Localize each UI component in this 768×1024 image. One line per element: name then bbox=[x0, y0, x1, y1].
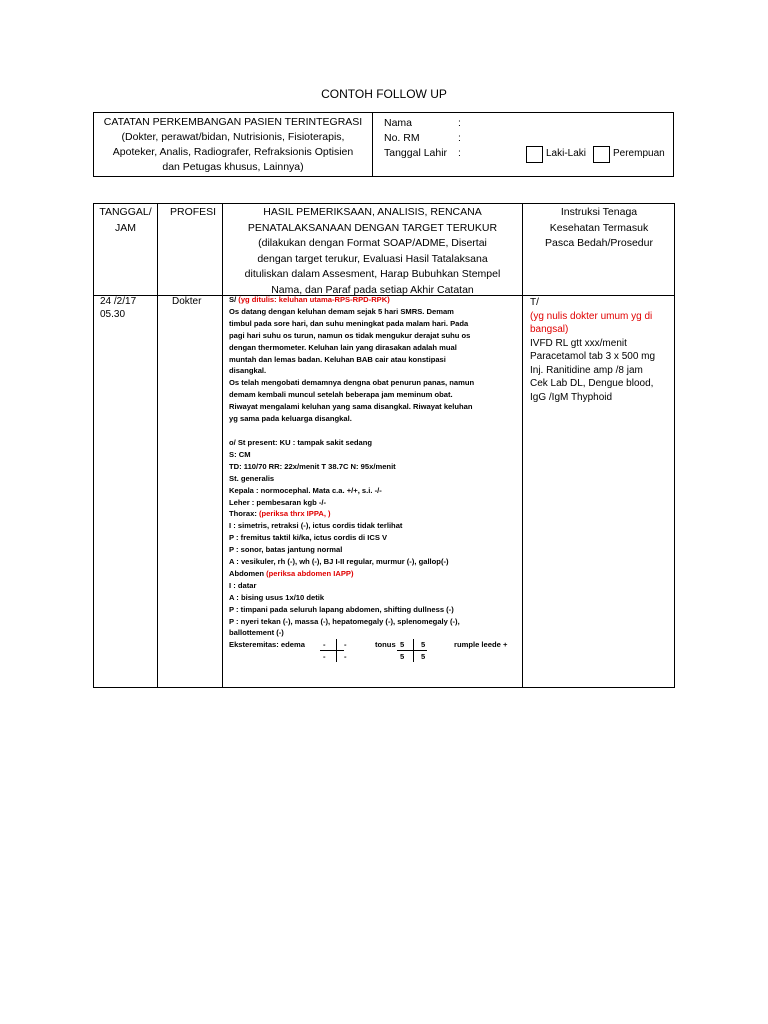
edema-value: - bbox=[344, 652, 347, 662]
entry-date: 24 /2/17 bbox=[100, 296, 137, 307]
column-header-instruksi: Instruksi Tenaga Kesehatan Termasuk Pasca Bedah/Prosedur bbox=[545, 206, 653, 249]
edema-v-divider bbox=[336, 639, 337, 662]
follow-up-table bbox=[93, 203, 675, 688]
entry-datetime bbox=[100, 295, 136, 321]
abdomen-heading: Abdomen (periksa abdomen IAPP) bbox=[229, 568, 354, 578]
subjective-heading: S/ (yg ditulis: keluhan utama-RPS-RPD-RPK) bbox=[229, 295, 390, 304]
note-line: o/ St present: KU : tampak sakit sedang bbox=[229, 437, 373, 447]
instruction-line: Inj. Ranitidine amp /8 jam bbox=[530, 364, 643, 376]
header-line: dan Petugas khusus, Lainnya) bbox=[162, 161, 304, 173]
note-line: TD: 110/70 RR: 22x/menit T 38.7C N: 95x/menit bbox=[229, 461, 396, 471]
header-line: Apoteker, Analis, Radiografer, Refraksionis Optisien bbox=[112, 146, 354, 158]
extremities-row bbox=[229, 639, 529, 663]
note-line: disangkal. bbox=[229, 366, 267, 376]
edema-value: - bbox=[323, 652, 326, 662]
patient-header-box bbox=[93, 112, 674, 177]
medical-record-label: No. RM bbox=[384, 132, 420, 144]
patient-identity-fields bbox=[373, 113, 673, 176]
note-line: yg sama pada keluarga disangkal. bbox=[229, 414, 352, 424]
tonus-label: tonus bbox=[375, 640, 396, 650]
integrated-notes-title bbox=[94, 113, 373, 176]
note-line: pagi hari suhu os turun, namun os tidak mengukur derajat suhu os bbox=[229, 330, 471, 340]
note-line: S: CM bbox=[229, 449, 251, 459]
tonus-v-divider bbox=[413, 639, 414, 662]
tonus-value: 5 bbox=[421, 640, 426, 650]
male-checkbox[interactable] bbox=[526, 146, 543, 163]
note-line: P : timpani pada seluruh lapang abdomen, shifting dullness (-) bbox=[229, 604, 454, 614]
birth-date-field[interactable]: Tanggal Lahir : bbox=[384, 147, 461, 159]
note-line: ballottement (-) bbox=[229, 628, 284, 638]
name-label: Nama bbox=[384, 117, 413, 129]
note-line: Kepala : normocephal. Mata c.a. +/+, s.i. -/- bbox=[229, 485, 382, 495]
subjective-note: (yg ditulis: keluhan utama-RPS-RPD-RPK) bbox=[238, 295, 390, 304]
edema-value: - bbox=[323, 640, 326, 650]
male-label: Laki-Laki bbox=[546, 148, 587, 159]
entry-time: 05.30 bbox=[100, 309, 126, 320]
instruction-line: Cek Lab DL, Dengue blood, bbox=[530, 378, 654, 389]
tonus-value: 5 bbox=[400, 640, 405, 650]
note-line: I : datar bbox=[229, 580, 257, 590]
note-line: P : sonor, batas jantung normal bbox=[229, 545, 343, 555]
document-title: CONTOH FOLLOW UP bbox=[321, 87, 447, 101]
note-line: St. generalis bbox=[229, 473, 275, 483]
abdomen-note: (periksa abdomen IAPP) bbox=[266, 568, 354, 578]
column-header-hasil: HASIL PEMERIKSAAN, ANALISIS, RENCANA PENATALAKSANAAN DENGAN TARGET TERUKUR (dilakukan dengan Format SOAP/ADME, Disertai dengan target terukur, Evaluasi Hasil Tatalaksana dituliskan dalam Assesment, Harap Bubuhkan Stempel Nama, dan Paraf pada setiap Akhir Catatan bbox=[244, 206, 501, 296]
instruction-heading: T/ bbox=[530, 297, 539, 308]
tonus-value: 5 bbox=[421, 652, 426, 662]
note-line: demam kembali muncul setelah beberapa jam meminum obat. bbox=[229, 390, 453, 400]
female-checkbox[interactable] bbox=[593, 146, 610, 163]
instructions-cell bbox=[530, 296, 670, 404]
birth-date-label: Tanggal Lahir bbox=[384, 147, 448, 159]
note-line: Os telah mengobati demamnya dengna obat penurun panas, namun bbox=[229, 378, 475, 388]
note-line: Os datang dengan keluhan demam sejak 5 hari SMRS. Demam bbox=[229, 306, 454, 316]
tonus-value: 5 bbox=[400, 652, 405, 662]
note-line: P : nyeri tekan (-), massa (-), hepatomegaly (-), splenomegaly (-), bbox=[229, 616, 460, 626]
note-line: muntah dan lemas badan. Keluhan BAB cair atau konstipasi bbox=[229, 354, 446, 364]
note-line: A : bising usus 1x/10 detik bbox=[229, 592, 325, 602]
instruction-line: IVFD RL gtt xxx/menit bbox=[530, 337, 627, 349]
thorax-note: (periksa thrx IPPA, ) bbox=[258, 509, 331, 519]
medical-record-field[interactable]: No. RM : bbox=[384, 132, 461, 144]
soap-notes bbox=[229, 294, 529, 663]
column-header-tanggal: TANGGAL/ JAM bbox=[99, 206, 152, 234]
extremities-label: Eksteremitas: edema bbox=[229, 640, 305, 650]
instruction-line: IgG /IgM Thyphoid bbox=[530, 391, 613, 403]
female-label: Perempuan bbox=[613, 148, 665, 159]
edema-h-divider bbox=[320, 650, 344, 651]
entry-profession: Dokter bbox=[172, 296, 202, 307]
note-line: dengan thermometer. Keluhan lain yang dirasakan adalah mual bbox=[229, 342, 457, 352]
note-line: A : vesikuler, rh (-), wh (-), BJ I-II regular, murmur (-), gallop(-) bbox=[229, 557, 449, 567]
header-line: CATATAN PERKEMBANGAN PASIEN TERINTEGRASI bbox=[103, 116, 363, 128]
column-header-profesi: PROFESI bbox=[170, 206, 217, 218]
note-line: Riwayat mengalami keluhan yang sama disangkal. Riwayat keluhan bbox=[229, 402, 473, 412]
edema-value: - bbox=[344, 640, 347, 650]
note-line: Leher : pembesaran kgb -/- bbox=[229, 497, 327, 507]
tonus-h-divider bbox=[397, 650, 427, 651]
spacer bbox=[229, 425, 529, 437]
instruction-note: (yg nulis dokter umum yg di bangsal) bbox=[530, 310, 653, 335]
rumple-leede-test: rumple leede + bbox=[454, 640, 508, 650]
thorax-heading: Thorax: (periksa thrx IPPA, ) bbox=[229, 509, 331, 519]
note-line: P : fremitus taktil ki/ka, ictus cordis di ICS V bbox=[229, 533, 388, 543]
column-divider bbox=[157, 204, 158, 687]
note-line: I : simetris, retraksi (-), ictus cordis tidak terlihat bbox=[229, 521, 403, 531]
note-line: timbul pada sore hari, dan suhu meningkat pada malam hari. Pada bbox=[229, 318, 469, 328]
instruction-line: Paracetamol tab 3 x 500 mg bbox=[530, 351, 656, 362]
name-field[interactable]: Nama : bbox=[384, 117, 461, 129]
header-line: (Dokter, perawat/bidan, Nutrisionis, Fisioterapis, bbox=[121, 131, 345, 143]
